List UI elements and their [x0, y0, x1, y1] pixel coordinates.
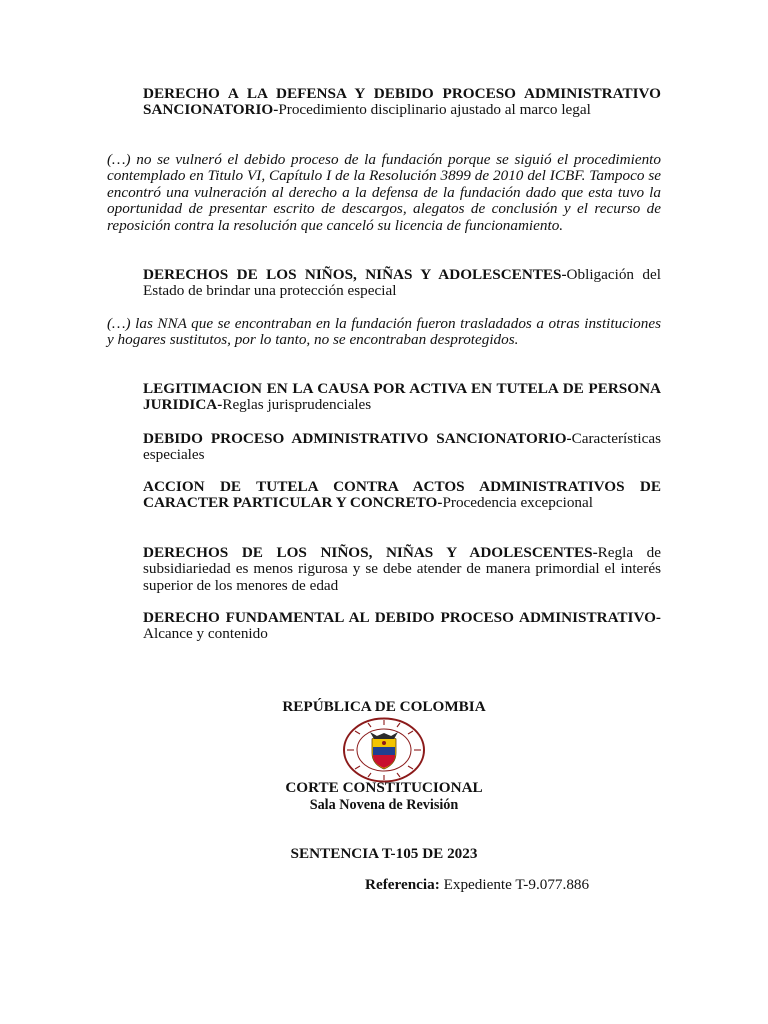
summary-heading-lead: DERECHOS DE LOS NIÑOS, NIÑAS Y ADOLESCENTES-: [143, 266, 567, 283]
court-name: CORTE CONSTITUCIONAL: [285, 779, 483, 796]
reference-line: [365, 877, 589, 893]
court-seal: [342, 717, 426, 783]
summary-heading-lead: DERECHO FUNDAMENTAL AL DEBIDO PROCESO ADMINISTRATIVO-: [143, 609, 661, 626]
country-title: REPÚBLICA DE COLOMBIA: [282, 698, 486, 715]
summary-heading-text: Alcance y contenido: [143, 625, 268, 643]
summary-heading-text: Procedencia excepcional: [442, 494, 593, 512]
summary-heading-text: Regla de subsidiariedad es menos rigurosa y se debe atender de manera primordial el interés superior de los menores de edad: [143, 544, 661, 594]
summary-heading-7: [143, 610, 661, 643]
summary-heading-text: Características especiales: [143, 430, 661, 464]
reference-value: Expediente T-9.077.886: [439, 876, 590, 893]
quote-paragraph-1: (…) no se vulneró el debido proceso de la fundación porque se siguió el procedimiento contemplado en Titulo VI, Capítulo I de la Resolución 3899 de 2010 del ICBF. Tampoco se encontró una vulneración al derecho a la defensa de la fundación dado que esta tuvo la oportunidad de presentar escrito de descargos, alegatos de conclusión y el recurso de reposición contra la resolución que canceló su licencia de funcionamiento.: [107, 151, 661, 234]
summary-heading-text: Reglas jurisprudenciales: [222, 396, 372, 414]
summary-heading-text: Procedimiento disciplinario ajustado al marco legal: [278, 101, 591, 119]
summary-heading-5: [143, 479, 661, 512]
summary-heading-1: [143, 86, 661, 119]
summary-heading-6: [143, 545, 661, 594]
summary-heading-lead: DERECHO A LA DEFENSA Y DEBIDO PROCESO ADMINISTRATIVO SANCIONATORIO-: [143, 85, 661, 119]
summary-heading-text: Obligación del Estado de brindar una protección especial: [143, 266, 661, 300]
summary-heading-2: [143, 267, 661, 300]
quote-paragraph-2: (…) las NNA que se encontraban en la fundación fueron trasladados a otras instituciones y hogares sustitutos, por lo tanto, no se encontraban desprotegidos.: [107, 315, 661, 349]
summary-heading-lead: LEGITIMACION EN LA CAUSA POR ACTIVA EN TUTELA DE PERSONA JURIDICA-: [143, 380, 661, 414]
summary-heading-lead: ACCION DE TUTELA CONTRA ACTOS ADMINISTRATIVOS DE CARACTER PARTICULAR Y CONCRETO-: [143, 478, 661, 512]
sentence-title: SENTENCIA T-105 DE 2023: [290, 845, 478, 862]
chamber-name: Sala Novena de Revisión: [309, 797, 459, 813]
reference-label: Referencia:: [365, 876, 440, 893]
summary-heading-lead: DEBIDO PROCESO ADMINISTRATIVO SANCIONATORIO-: [143, 430, 572, 447]
court-seal-icon: [342, 717, 426, 783]
summary-heading-lead: DERECHOS DE LOS NIÑOS, NIÑAS Y ADOLESCENTES-: [143, 544, 598, 561]
summary-heading-3: [143, 381, 661, 414]
summary-heading-4: [143, 431, 661, 464]
